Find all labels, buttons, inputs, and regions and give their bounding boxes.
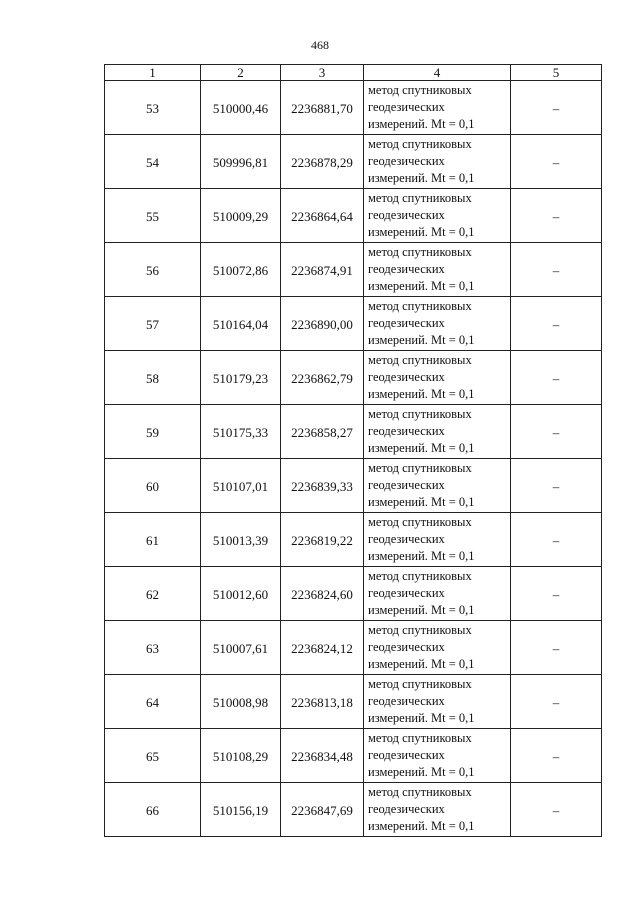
table-row bbox=[105, 135, 602, 189]
table-row bbox=[105, 567, 602, 621]
x-coordinate-cell: 510012,60 bbox=[201, 567, 281, 621]
x-coordinate-cell: 510108,29 bbox=[201, 729, 281, 783]
table-row bbox=[105, 243, 602, 297]
table-row bbox=[105, 351, 602, 405]
note-cell: – bbox=[511, 243, 602, 297]
table-row bbox=[105, 783, 602, 837]
x-coordinate-cell: 510156,19 bbox=[201, 783, 281, 837]
table-row bbox=[105, 729, 602, 783]
y-coordinate-cell: 2236890,00 bbox=[281, 297, 364, 351]
x-coordinate-cell: 510072,86 bbox=[201, 243, 281, 297]
y-coordinate-cell: 2236881,70 bbox=[281, 81, 364, 135]
method-cell: метод спутниковых геодезических измерений. Mt = 0,1 bbox=[364, 513, 511, 567]
method-cell: метод спутниковых геодезических измерений. Mt = 0,1 bbox=[364, 675, 511, 729]
point-number-cell: 55 bbox=[105, 189, 201, 243]
method-cell: метод спутниковых геодезических измерений. Mt = 0,1 bbox=[364, 81, 511, 135]
note-cell: – bbox=[511, 567, 602, 621]
method-cell: метод спутниковых геодезических измерений. Mt = 0,1 bbox=[364, 351, 511, 405]
y-coordinate-cell: 2236834,48 bbox=[281, 729, 364, 783]
method-cell: метод спутниковых геодезических измерений. Mt = 0,1 bbox=[364, 135, 511, 189]
x-coordinate-cell: 510179,23 bbox=[201, 351, 281, 405]
table-header-row bbox=[105, 65, 602, 81]
table-row bbox=[105, 621, 602, 675]
table-row bbox=[105, 459, 602, 513]
y-coordinate-cell: 2236862,79 bbox=[281, 351, 364, 405]
point-number-cell: 58 bbox=[105, 351, 201, 405]
point-number-cell: 53 bbox=[105, 81, 201, 135]
table-body bbox=[105, 81, 602, 837]
column-header-5: 5 bbox=[511, 65, 602, 81]
y-coordinate-cell: 2236824,12 bbox=[281, 621, 364, 675]
y-coordinate-cell: 2236819,22 bbox=[281, 513, 364, 567]
method-cell: метод спутниковых геодезических измерений. Mt = 0,1 bbox=[364, 459, 511, 513]
point-number-cell: 62 bbox=[105, 567, 201, 621]
method-cell: метод спутниковых геодезических измерений. Mt = 0,1 bbox=[364, 567, 511, 621]
point-number-cell: 61 bbox=[105, 513, 201, 567]
x-coordinate-cell: 510013,39 bbox=[201, 513, 281, 567]
method-cell: метод спутниковых геодезических измерений. Mt = 0,1 bbox=[364, 783, 511, 837]
x-coordinate-cell: 510008,98 bbox=[201, 675, 281, 729]
point-number-cell: 60 bbox=[105, 459, 201, 513]
y-coordinate-cell: 2236813,18 bbox=[281, 675, 364, 729]
point-number-cell: 64 bbox=[105, 675, 201, 729]
note-cell: – bbox=[511, 621, 602, 675]
page-number: 468 bbox=[311, 38, 329, 52]
note-cell: – bbox=[511, 405, 602, 459]
point-number-cell: 54 bbox=[105, 135, 201, 189]
y-coordinate-cell: 2236824,60 bbox=[281, 567, 364, 621]
table-row bbox=[105, 297, 602, 351]
table-row bbox=[105, 405, 602, 459]
point-number-cell: 56 bbox=[105, 243, 201, 297]
y-coordinate-cell: 2236864,64 bbox=[281, 189, 364, 243]
method-cell: метод спутниковых геодезических измерений. Mt = 0,1 bbox=[364, 405, 511, 459]
x-coordinate-cell: 510107,01 bbox=[201, 459, 281, 513]
table-row bbox=[105, 81, 602, 135]
column-header-4: 4 bbox=[364, 65, 511, 81]
point-number-cell: 59 bbox=[105, 405, 201, 459]
note-cell: – bbox=[511, 297, 602, 351]
note-cell: – bbox=[511, 189, 602, 243]
y-coordinate-cell: 2236847,69 bbox=[281, 783, 364, 837]
method-cell: метод спутниковых геодезических измерений. Mt = 0,1 bbox=[364, 189, 511, 243]
table-row bbox=[105, 675, 602, 729]
point-number-cell: 63 bbox=[105, 621, 201, 675]
coordinates-table bbox=[104, 64, 602, 837]
y-coordinate-cell: 2236839,33 bbox=[281, 459, 364, 513]
x-coordinate-cell: 510175,33 bbox=[201, 405, 281, 459]
column-header-1: 1 bbox=[105, 65, 201, 81]
y-coordinate-cell: 2236858,27 bbox=[281, 405, 364, 459]
method-cell: метод спутниковых геодезических измерений. Mt = 0,1 bbox=[364, 297, 511, 351]
y-coordinate-cell: 2236874,91 bbox=[281, 243, 364, 297]
note-cell: – bbox=[511, 81, 602, 135]
method-cell: метод спутниковых геодезических измерений. Mt = 0,1 bbox=[364, 243, 511, 297]
table-row bbox=[105, 189, 602, 243]
x-coordinate-cell: 510164,04 bbox=[201, 297, 281, 351]
note-cell: – bbox=[511, 675, 602, 729]
x-coordinate-cell: 510007,61 bbox=[201, 621, 281, 675]
table-row bbox=[105, 513, 602, 567]
x-coordinate-cell: 510000,46 bbox=[201, 81, 281, 135]
point-number-cell: 65 bbox=[105, 729, 201, 783]
method-cell: метод спутниковых геодезических измерений. Mt = 0,1 bbox=[364, 729, 511, 783]
point-number-cell: 57 bbox=[105, 297, 201, 351]
x-coordinate-cell: 509996,81 bbox=[201, 135, 281, 189]
method-cell: метод спутниковых геодезических измерений. Mt = 0,1 bbox=[364, 621, 511, 675]
note-cell: – bbox=[511, 351, 602, 405]
note-cell: – bbox=[511, 513, 602, 567]
column-header-2: 2 bbox=[201, 65, 281, 81]
note-cell: – bbox=[511, 135, 602, 189]
note-cell: – bbox=[511, 459, 602, 513]
note-cell: – bbox=[511, 783, 602, 837]
note-cell: – bbox=[511, 729, 602, 783]
y-coordinate-cell: 2236878,29 bbox=[281, 135, 364, 189]
point-number-cell: 66 bbox=[105, 783, 201, 837]
x-coordinate-cell: 510009,29 bbox=[201, 189, 281, 243]
column-header-3: 3 bbox=[281, 65, 364, 81]
